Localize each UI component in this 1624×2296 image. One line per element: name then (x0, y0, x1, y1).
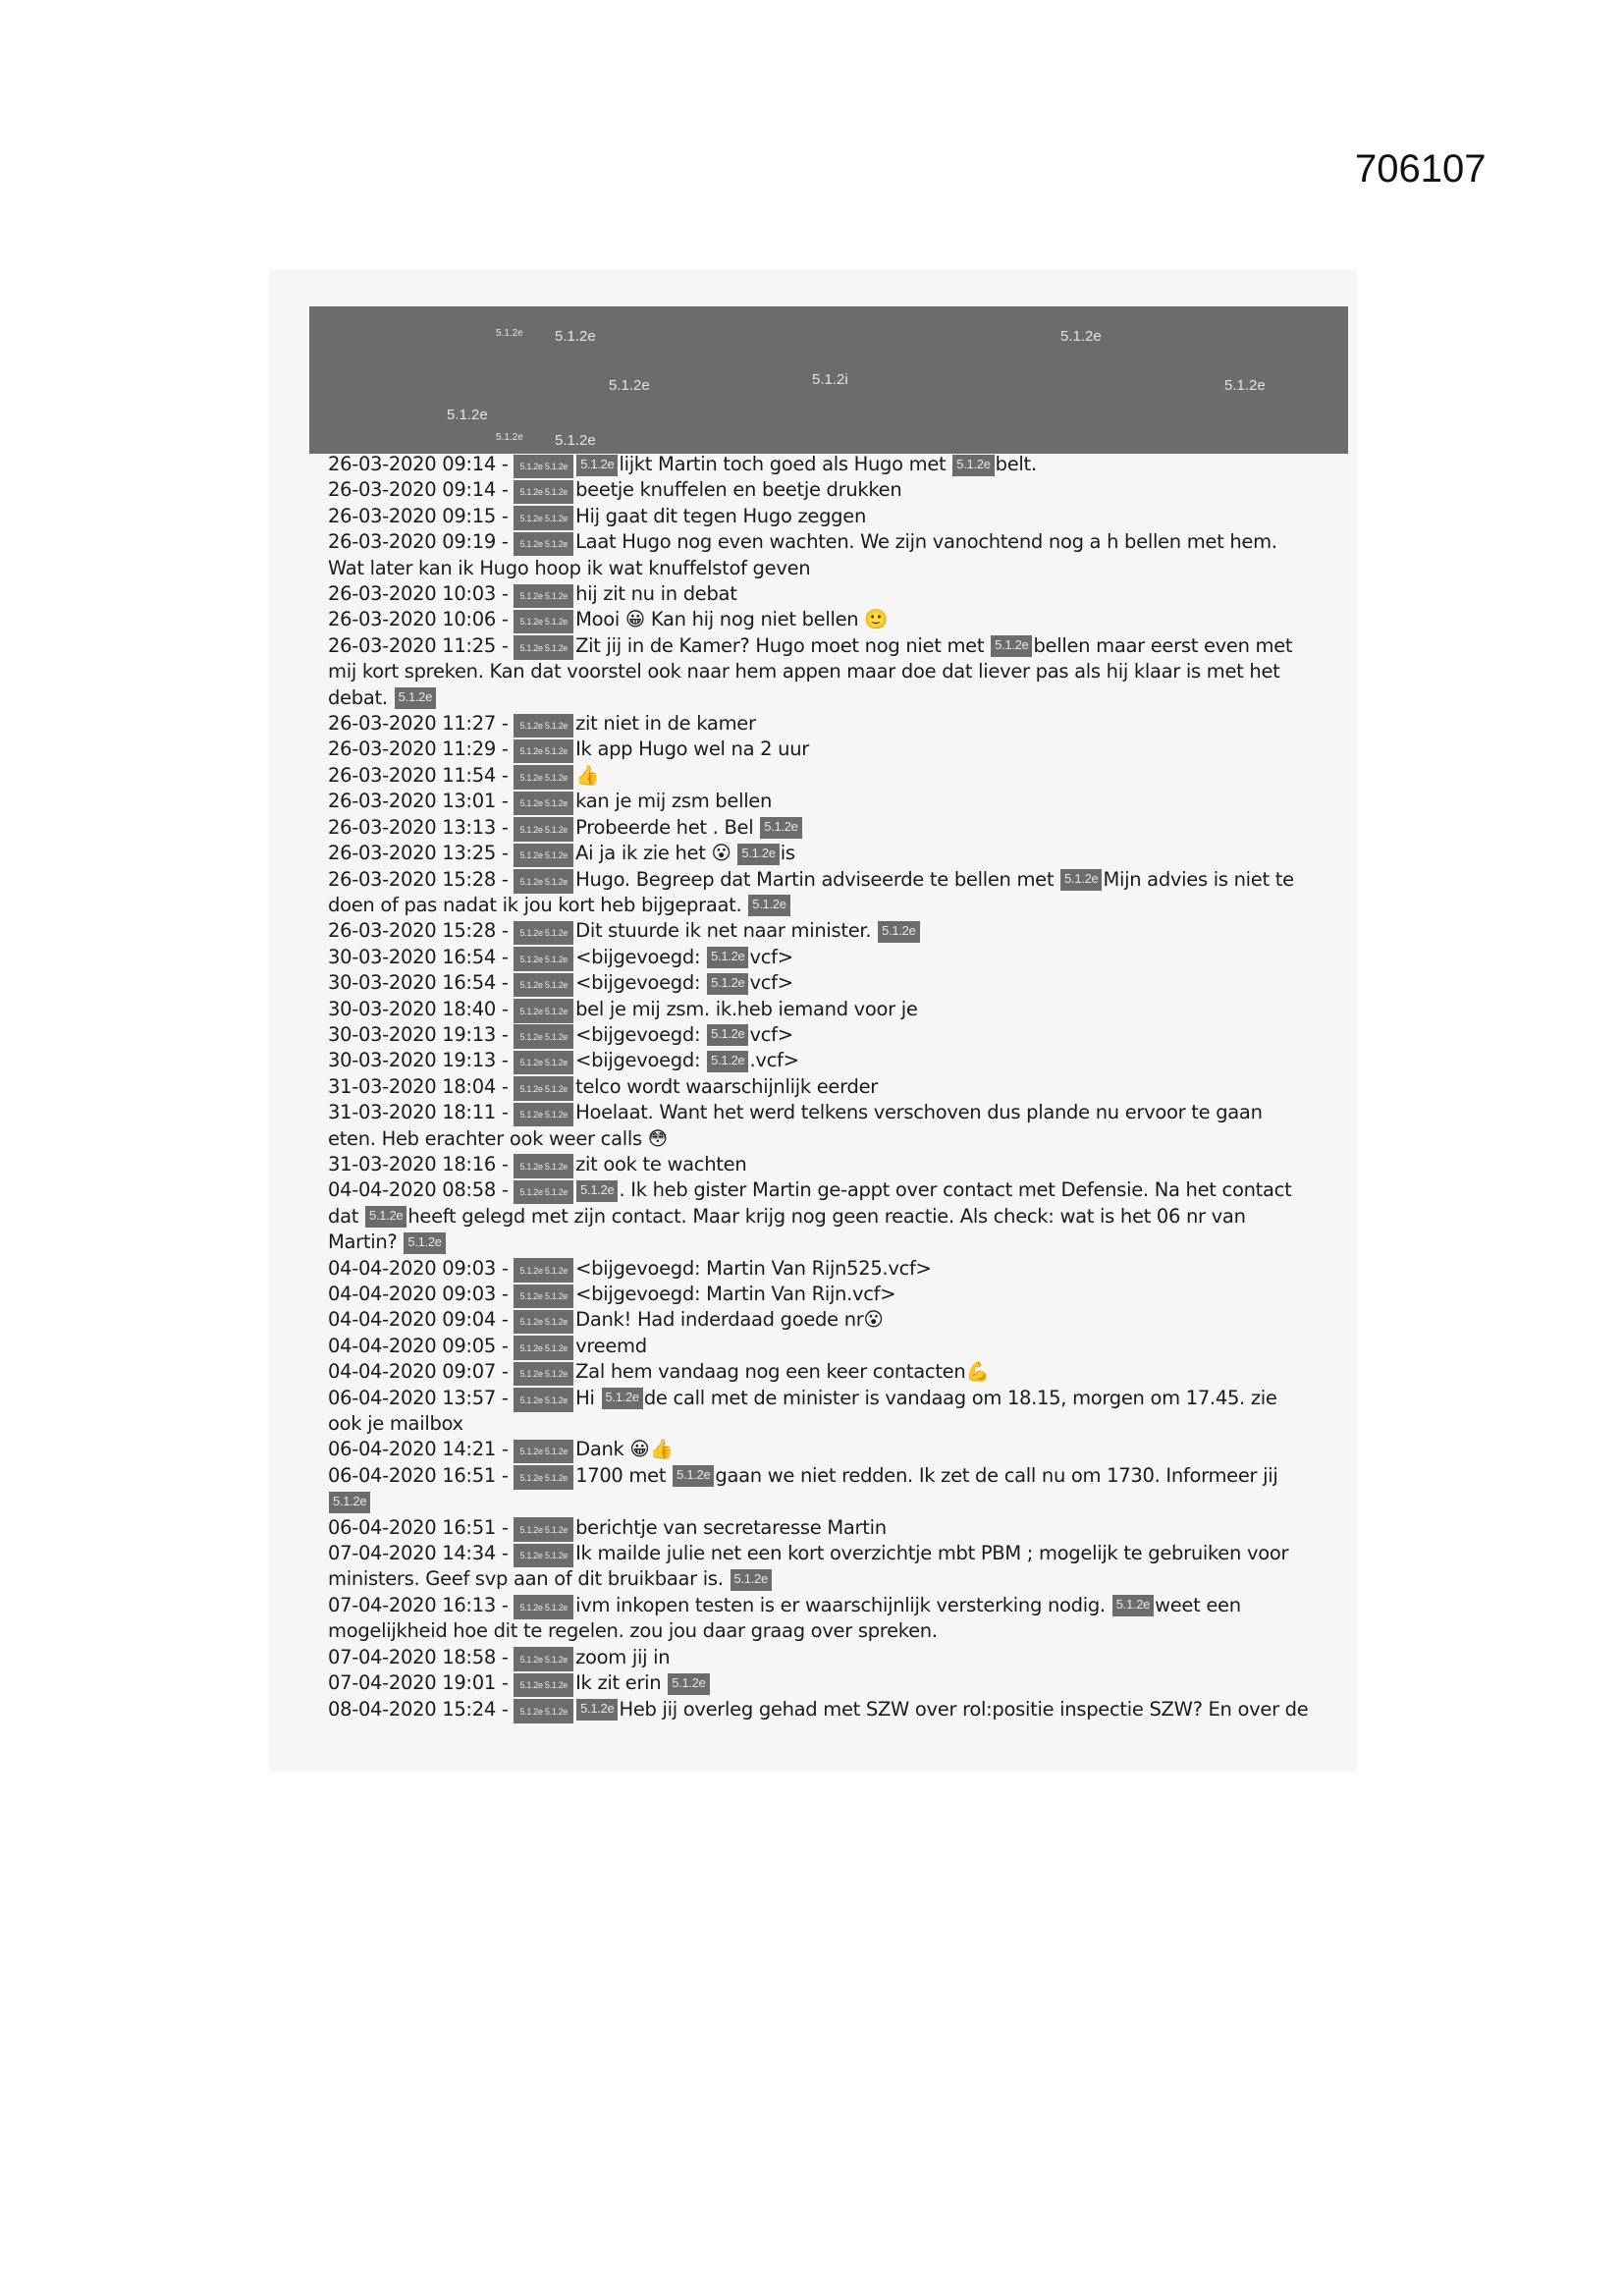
chat-message (328, 1670, 1310, 1696)
redacted-sender (514, 844, 573, 865)
message-text: Laat Hugo nog even wachten. We zijn vanochtend nog a h bellen met hem. Wat later kan ik Hugo hoop ik wat knuffelstof geven (328, 530, 1277, 579)
redacted-sender (514, 1595, 573, 1616)
redaction-label: 5.1.2e 5.1.2e (514, 741, 573, 763)
redaction-box: 5.1.2e (707, 947, 748, 968)
redaction-box: 5.1.2e (602, 1388, 643, 1409)
redacted-sender (514, 921, 573, 943)
chat-message (328, 789, 1310, 814)
message-timestamp: 26-03-2020 09:14 - (328, 478, 514, 502)
redaction-label: 5.1.2e 5.1.2e (514, 1598, 573, 1619)
redacted-sender (514, 1647, 573, 1668)
redacted-sender (514, 739, 573, 761)
redaction-box: 5.1.2e (576, 1699, 618, 1721)
redaction-box: 5.1.2e (329, 1492, 370, 1513)
redaction-box: 5.1.2e (576, 1180, 618, 1202)
message-text: Dank! Had inderdaad goede nr😮 (575, 1308, 884, 1332)
redaction-label: 5.1.2e 5.1.2e (514, 1157, 573, 1178)
message-timestamp: 26-03-2020 11:25 - (328, 633, 514, 657)
message-text: berichtje van secretaresse Martin (575, 1515, 887, 1539)
redacted-sender (514, 635, 573, 657)
message-timestamp: 04-04-2020 08:58 - (328, 1178, 514, 1202)
redaction-box: 5.1.2e (731, 1569, 772, 1591)
message-text: <bijgevoegd: (575, 971, 707, 995)
redaction-box: 5.1.2e (737, 844, 779, 865)
message-text: Mijn advies is niet te doen of pas nadat ik jou kort heb bijgepraat. (328, 867, 1294, 916)
redaction-box: 5.1.2e (404, 1232, 445, 1254)
message-timestamp: 30-03-2020 16:54 - (328, 971, 514, 995)
redacted-sender (514, 1440, 573, 1461)
message-text: Zit jij in de Kamer? Hugo moet nog niet met (575, 633, 991, 657)
redaction-label: 5.1.2e 5.1.2e (514, 1261, 573, 1283)
redaction-box: 5.1.2e (395, 687, 436, 709)
redaction-label: 5.1.2e 5.1.2e (514, 1339, 573, 1360)
chat-message (328, 1282, 1310, 1307)
redaction-label: 5.1.2e 5.1.2e (514, 1105, 573, 1126)
message-text: Zal hem vandaag nog een keer contacten💪 (575, 1360, 990, 1384)
message-timestamp: 26-03-2020 10:06 - (328, 608, 514, 631)
message-timestamp: 30-03-2020 19:13 - (328, 1022, 514, 1046)
message-timestamp: 06-04-2020 16:51 - (328, 1463, 514, 1487)
redaction-box: 5.1.2e (952, 455, 994, 476)
message-timestamp: 26-03-2020 10:03 - (328, 582, 514, 606)
redacted-sender (514, 480, 573, 502)
chat-message (328, 1152, 1310, 1177)
redaction-box: 5.1.2e (1060, 869, 1102, 891)
message-text: weet een mogelijkheid hoe dit te regelen. zou jou daar graag over spreken. (328, 1593, 1241, 1643)
message-text: Hoelaat. Want het werd telkens verschoven dus plande nu ervoor te gaan eten. Heb erachter ook weer calls 😳 (328, 1101, 1263, 1150)
redacted-sender (514, 1103, 573, 1124)
message-timestamp: 04-04-2020 09:03 - (328, 1256, 514, 1280)
message-text: zit niet in de kamer (575, 712, 756, 736)
redaction-label: 5.1.2e 5.1.2e (514, 950, 573, 971)
redaction-box: 5.1.2e (576, 455, 618, 476)
redacted-sender (514, 817, 573, 839)
chat-message (328, 1307, 1310, 1333)
message-timestamp: 26-03-2020 11:54 - (328, 763, 514, 787)
redacted-sender (514, 1673, 573, 1695)
redaction-label: 5.1.2e 5.1.2e (514, 793, 573, 815)
message-timestamp: 04-04-2020 09:04 - (328, 1308, 514, 1332)
chat-message (328, 1359, 1310, 1385)
message-text: zit ook te wachten (575, 1152, 747, 1175)
chat-message (328, 1074, 1310, 1100)
redaction-label: 5.1.2e 5.1.2e (514, 923, 573, 945)
message-text: Dit stuurde ik net naar minister. (575, 919, 878, 943)
redaction-label: 5.1.2e (609, 377, 650, 394)
redaction-label: 5.1.2e (447, 407, 488, 423)
redaction-label: 5.1.2e 5.1.2e (514, 1364, 573, 1386)
redaction-label: 5.1.2e 5.1.2e (514, 768, 573, 790)
chat-message (328, 1541, 1310, 1593)
redaction-label: 5.1.2e 5.1.2e (514, 846, 573, 867)
redacted-sender (514, 1388, 573, 1409)
message-text: Ik zit erin (575, 1671, 668, 1695)
chat-message (328, 452, 1310, 477)
redacted-sender (514, 869, 573, 891)
message-text: de call met de minister is vandaag om 18.15, morgen om 17.45. zie ook je mailbox (328, 1386, 1277, 1436)
message-timestamp: 07-04-2020 14:34 - (328, 1542, 514, 1565)
redacted-sender (514, 1154, 573, 1175)
message-timestamp: 26-03-2020 13:13 - (328, 815, 514, 839)
redaction-label: 5.1.2e 5.1.2e (514, 1182, 573, 1204)
redaction-box: 5.1.2e (673, 1465, 714, 1487)
message-text: <bijgevoegd: (575, 945, 707, 968)
redaction-label: 5.1.2e (1060, 328, 1102, 345)
redacted-sender (514, 765, 573, 787)
redacted-sender (514, 999, 573, 1020)
message-timestamp: 04-04-2020 09:05 - (328, 1334, 514, 1357)
redacted-sender (514, 584, 573, 606)
message-text: Dank 😀👍 (575, 1438, 674, 1461)
message-text: Hij gaat dit tegen Hugo zeggen (575, 504, 867, 527)
redaction-box: 5.1.2e (668, 1673, 709, 1695)
chat-message (328, 737, 1310, 762)
redaction-label: 5.1.2e 5.1.2e (514, 638, 573, 660)
redaction-label: 5.1.2e 5.1.2e (514, 1079, 573, 1101)
redaction-label: 5.1.2e 5.1.2e (514, 1442, 573, 1463)
chat-message (328, 1463, 1310, 1515)
message-text: vcf> (749, 945, 793, 968)
redaction-label: 5.1.2e (496, 432, 523, 443)
redaction-label: 5.1.2e (1224, 377, 1266, 394)
chat-message (328, 1048, 1310, 1073)
redaction-label: 5.1.2e 5.1.2e (514, 1027, 573, 1049)
redaction-label: 5.1.2e 5.1.2e (514, 1002, 573, 1023)
message-text: <bijgevoegd: (575, 1049, 707, 1072)
message-timestamp: 26-03-2020 15:28 - (328, 867, 514, 891)
chat-message (328, 1022, 1310, 1048)
message-timestamp: 07-04-2020 16:13 - (328, 1593, 514, 1616)
chat-message (328, 1593, 1310, 1645)
chat-message (328, 867, 1310, 919)
redaction-label: 5.1.2e 5.1.2e (514, 1702, 573, 1723)
message-timestamp: 04-04-2020 09:03 - (328, 1283, 514, 1305)
redaction-label: 5.1.2e 5.1.2e (514, 457, 573, 478)
message-text: heeft gelegd met zijn contact. Maar krijg nog geen reactie. Als check: wat is het 06 nr van Martin? (328, 1204, 1246, 1254)
chat-transcript (328, 452, 1310, 1722)
message-text: Mooi 😀 Kan hij nog niet bellen 🙂 (575, 608, 889, 631)
redacted-sender (514, 1544, 573, 1565)
chat-message (328, 763, 1310, 789)
message-text: lijkt Martin toch goed als Hugo met (619, 453, 952, 475)
redacted-sender (514, 455, 573, 476)
message-timestamp: 26-03-2020 15:28 - (328, 919, 514, 943)
redacted-sender (514, 1076, 573, 1098)
message-timestamp: 06-04-2020 14:21 - (328, 1438, 514, 1461)
chat-message (328, 945, 1310, 970)
message-text: zoom jij in (575, 1645, 671, 1668)
redaction-box: 5.1.2e (878, 921, 919, 943)
chat-message (328, 1645, 1310, 1670)
chat-message (328, 918, 1310, 944)
message-text: gaan we niet redden. Ik zet de call nu om 1730. Informeer jij (715, 1463, 1278, 1487)
message-text: . Ik heb gister Martin ge-appt over contact met Defensie. Na het contact dat (328, 1178, 1292, 1228)
message-timestamp: 06-04-2020 13:57 - (328, 1386, 514, 1409)
redaction-label: 5.1.2e 5.1.2e (514, 1546, 573, 1567)
redaction-label: 5.1.2e (496, 328, 523, 339)
message-text: 👍 (575, 763, 600, 787)
message-timestamp: 30-03-2020 18:40 - (328, 997, 514, 1020)
redaction-label: 5.1.2e (555, 328, 596, 345)
message-timestamp: 31-03-2020 18:04 - (328, 1074, 514, 1098)
redaction-box: 5.1.2e (748, 895, 789, 916)
redacted-sender (514, 1699, 573, 1721)
chat-message (328, 841, 1310, 866)
chat-message (328, 1334, 1310, 1359)
redacted-sender (514, 792, 573, 813)
chat-message (328, 997, 1310, 1022)
redacted-sender (514, 1336, 573, 1357)
message-text: Heb jij overleg gehad met SZW over rol:positie inspectie SZW? En over de (619, 1697, 1309, 1721)
chat-message (328, 529, 1310, 581)
message-text: Hugo. Begreep dat Martin adviseerde te bellen met (575, 867, 1060, 891)
message-timestamp: 30-03-2020 19:13 - (328, 1049, 514, 1072)
message-timestamp: 26-03-2020 11:29 - (328, 738, 514, 761)
message-text: vcf> (749, 971, 793, 995)
message-timestamp: 26-03-2020 09:14 - (328, 453, 514, 475)
message-timestamp: 31-03-2020 18:11 - (328, 1101, 514, 1124)
chat-message (328, 633, 1310, 711)
message-text: is (780, 842, 795, 865)
chat-message (328, 1256, 1310, 1282)
redacted-sender (514, 1180, 573, 1202)
message-text: hij zit nu in debat (575, 582, 737, 606)
redacted-sender (514, 1362, 573, 1384)
message-text: ivm inkopen testen is er waarschijnlijk versterking nodig. (575, 1593, 1111, 1616)
message-text: Probeerde het . Bel (575, 815, 760, 839)
redaction-label: 5.1.2e 5.1.2e (514, 1286, 573, 1308)
chat-message (328, 504, 1310, 529)
message-text: Ik app Hugo wel na 2 uur (575, 738, 809, 761)
redaction-label: 5.1.2e 5.1.2e (514, 1391, 573, 1412)
message-text: <bijgevoegd: (575, 1022, 707, 1046)
redaction-box: 5.1.2e (707, 1024, 748, 1046)
document-number: 706107 (1355, 147, 1487, 191)
redacted-sender (514, 610, 573, 631)
message-text: <bijgevoegd: Martin Van Rijn525.vcf> (575, 1256, 932, 1280)
redaction-label: 5.1.2e 5.1.2e (514, 1520, 573, 1542)
message-text: bel je mij zsm. ik.heb iemand voor je (575, 997, 918, 1020)
message-text: Hi (575, 1386, 601, 1409)
redacted-sender (514, 1024, 573, 1046)
message-timestamp: 07-04-2020 19:01 - (328, 1671, 514, 1695)
redacted-sender (514, 1258, 573, 1280)
redacted-sender (514, 973, 573, 995)
chat-message (328, 1177, 1310, 1255)
message-text: telco wordt waarschijnlijk eerder (575, 1074, 878, 1098)
chat-message (328, 970, 1310, 996)
redacted-sender (514, 1517, 573, 1539)
message-timestamp: 26-03-2020 13:01 - (328, 790, 514, 813)
redaction-box: 5.1.2e (1112, 1595, 1154, 1616)
redacted-sender (514, 1465, 573, 1487)
redaction-box: 5.1.2e (991, 635, 1032, 657)
redaction-label: 5.1.2e 5.1.2e (514, 1675, 573, 1697)
redaction-label: 5.1.2e 5.1.2e (514, 975, 573, 997)
redacted-header-block (309, 306, 1348, 454)
chat-message (328, 1386, 1310, 1438)
message-timestamp: 06-04-2020 16:51 - (328, 1515, 514, 1539)
message-timestamp: 26-03-2020 13:25 - (328, 842, 514, 865)
message-text: <bijgevoegd: Martin Van Rijn.vcf> (575, 1283, 896, 1305)
chat-message (328, 477, 1310, 503)
message-text: belt. (995, 453, 1037, 475)
message-text: kan je mij zsm bellen (575, 790, 773, 813)
redaction-label: 5.1.2e 5.1.2e (514, 534, 573, 556)
redacted-sender (514, 714, 573, 736)
chat-message (328, 1697, 1310, 1722)
redaction-label: 5.1.2e 5.1.2e (514, 509, 573, 530)
redaction-label: 5.1.2e 5.1.2e (514, 482, 573, 504)
message-timestamp: 30-03-2020 16:54 - (328, 945, 514, 968)
chat-message (328, 607, 1310, 632)
message-timestamp: 08-04-2020 15:24 - (328, 1697, 514, 1721)
chat-message (328, 1515, 1310, 1541)
message-text: Ik mailde julie net een kort overzichtje mbt PBM ; mogelijk te gebruiken voor ministers. Geef svp aan of dit bruikbaar is. (328, 1542, 1289, 1591)
redaction-box: 5.1.2e (707, 1051, 748, 1072)
message-timestamp: 26-03-2020 09:19 - (328, 530, 514, 554)
message-timestamp: 07-04-2020 18:58 - (328, 1645, 514, 1668)
redaction-label: 5.1.2e 5.1.2e (514, 872, 573, 894)
redaction-box: 5.1.2e (365, 1206, 406, 1228)
message-text: 1700 met (575, 1463, 673, 1487)
message-text: vreemd (575, 1334, 647, 1357)
redacted-sender (514, 532, 573, 554)
redaction-label: 5.1.2e 5.1.2e (514, 1053, 573, 1074)
redaction-label: 5.1.2e 5.1.2e (514, 1312, 573, 1334)
message-text: beetje knuffelen en beetje drukken (575, 478, 902, 502)
redacted-sender (514, 947, 573, 968)
message-timestamp: 26-03-2020 09:15 - (328, 504, 514, 527)
redacted-sender (514, 1310, 573, 1332)
redaction-label: 5.1.2e 5.1.2e (514, 716, 573, 738)
redacted-sender (514, 1051, 573, 1072)
redacted-sender (514, 506, 573, 527)
redaction-label: 5.1.2e 5.1.2e (514, 820, 573, 842)
redaction-box: 5.1.2e (707, 973, 748, 995)
redacted-sender (514, 1285, 573, 1306)
redaction-box: 5.1.2e (760, 817, 801, 839)
redaction-label: 5.1.2e (555, 432, 596, 449)
message-text: .vcf> (749, 1049, 799, 1072)
message-timestamp: 31-03-2020 18:16 - (328, 1152, 514, 1175)
redaction-label: 5.1.2e 5.1.2e (514, 612, 573, 633)
chat-message (328, 711, 1310, 737)
redaction-label: 5.1.2e 5.1.2e (514, 1468, 573, 1490)
redaction-label: 5.1.2i (812, 371, 848, 388)
chat-message (328, 581, 1310, 607)
chat-message (328, 1437, 1310, 1462)
chat-message (328, 1100, 1310, 1152)
redaction-label: 5.1.2e 5.1.2e (514, 586, 573, 608)
redaction-label: 5.1.2e 5.1.2e (514, 1650, 573, 1671)
message-text: bellen maar eerst even met mij kort spreken. Kan dat voorstel ook naar hem appen maar doe dat liever pas als hij klaar is met het debat. (328, 633, 1293, 709)
chat-message (328, 815, 1310, 841)
message-timestamp: 26-03-2020 11:27 - (328, 712, 514, 736)
message-text: Ai ja ik zie het 😮 (575, 842, 737, 865)
message-text: vcf> (749, 1022, 793, 1046)
message-timestamp: 04-04-2020 09:07 - (328, 1360, 514, 1384)
